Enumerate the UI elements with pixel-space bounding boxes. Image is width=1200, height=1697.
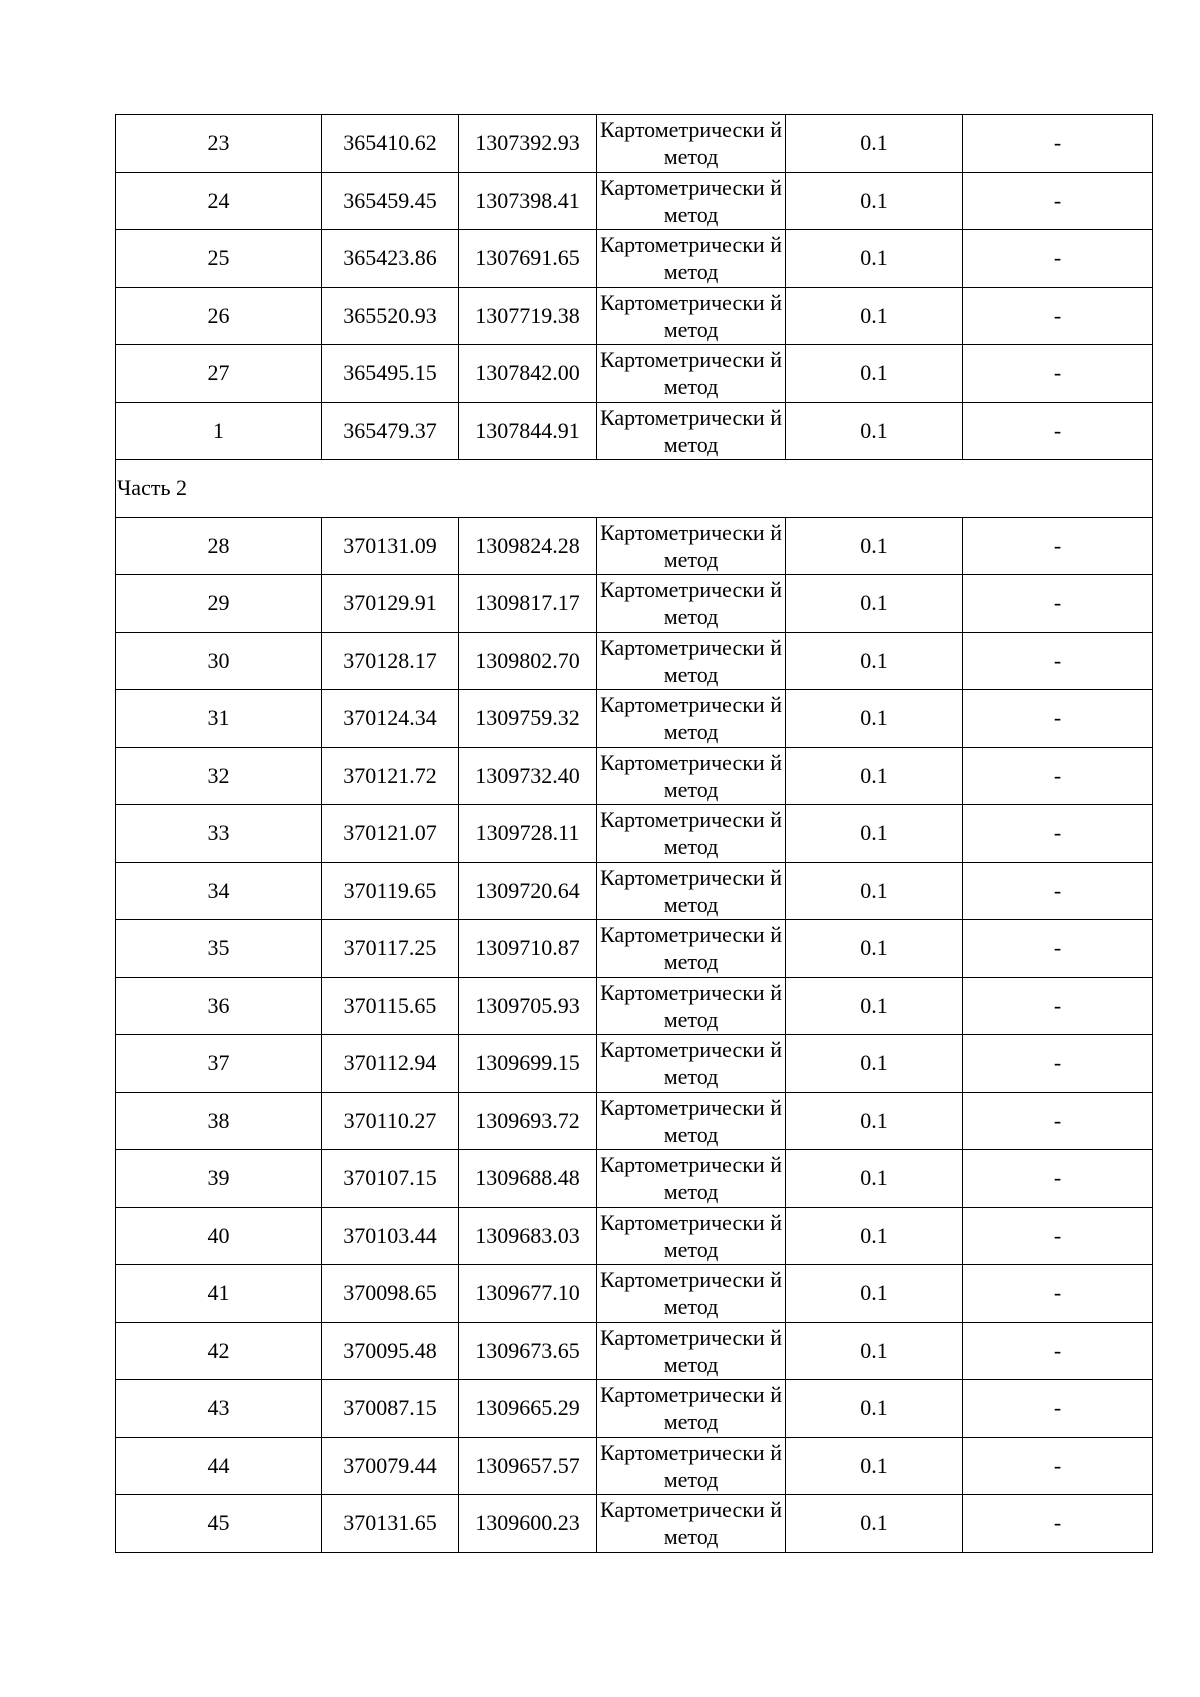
x-coordinate-cell: 370124.34 xyxy=(322,690,459,748)
accuracy-cell: 0.1 xyxy=(786,1380,963,1438)
accuracy-cell: 0.1 xyxy=(786,805,963,863)
table-row xyxy=(116,345,1153,403)
table-row xyxy=(116,1265,1153,1323)
table-row xyxy=(116,402,1153,460)
note-cell: - xyxy=(963,747,1153,805)
table-row xyxy=(116,862,1153,920)
accuracy-cell: 0.1 xyxy=(786,1150,963,1208)
x-coordinate-cell: 370117.25 xyxy=(322,920,459,978)
accuracy-cell: 0.1 xyxy=(786,115,963,173)
method-cell: Картометрически й метод xyxy=(597,977,786,1035)
accuracy-cell: 0.1 xyxy=(786,575,963,633)
method-cell: Картометрически й метод xyxy=(597,1207,786,1265)
y-coordinate-cell: 1309683.03 xyxy=(459,1207,597,1265)
x-coordinate-cell: 370107.15 xyxy=(322,1150,459,1208)
method-cell: Картометрически й метод xyxy=(597,287,786,345)
table-row xyxy=(116,1035,1153,1093)
y-coordinate-cell: 1307719.38 xyxy=(459,287,597,345)
note-cell: - xyxy=(963,1035,1153,1093)
accuracy-cell: 0.1 xyxy=(786,632,963,690)
point-number-cell: 25 xyxy=(116,230,322,288)
y-coordinate-cell: 1309824.28 xyxy=(459,517,597,575)
note-cell: - xyxy=(963,805,1153,863)
table-row xyxy=(116,1092,1153,1150)
method-cell: Картометрически й метод xyxy=(597,345,786,403)
accuracy-cell: 0.1 xyxy=(786,1322,963,1380)
point-number-cell: 27 xyxy=(116,345,322,403)
method-cell: Картометрически й метод xyxy=(597,1495,786,1553)
coordinates-table-body xyxy=(116,115,1153,1553)
method-cell: Картометрически й метод xyxy=(597,747,786,805)
x-coordinate-cell: 365479.37 xyxy=(322,402,459,460)
note-cell: - xyxy=(963,1322,1153,1380)
accuracy-cell: 0.1 xyxy=(786,287,963,345)
table-row xyxy=(116,1437,1153,1495)
method-cell: Картометрически й метод xyxy=(597,575,786,633)
x-coordinate-cell: 370079.44 xyxy=(322,1437,459,1495)
y-coordinate-cell: 1307392.93 xyxy=(459,115,597,173)
section-row xyxy=(116,460,1153,518)
y-coordinate-cell: 1307398.41 xyxy=(459,172,597,230)
table-row xyxy=(116,1322,1153,1380)
method-cell: Картометрически й метод xyxy=(597,632,786,690)
note-cell: - xyxy=(963,1495,1153,1553)
y-coordinate-cell: 1309677.10 xyxy=(459,1265,597,1323)
point-number-cell: 29 xyxy=(116,575,322,633)
x-coordinate-cell: 370131.09 xyxy=(322,517,459,575)
note-cell: - xyxy=(963,517,1153,575)
method-cell: Картометрически й метод xyxy=(597,230,786,288)
x-coordinate-cell: 370119.65 xyxy=(322,862,459,920)
accuracy-cell: 0.1 xyxy=(786,862,963,920)
method-cell: Картометрически й метод xyxy=(597,1380,786,1438)
point-number-cell: 42 xyxy=(116,1322,322,1380)
y-coordinate-cell: 1309693.72 xyxy=(459,1092,597,1150)
x-coordinate-cell: 370095.48 xyxy=(322,1322,459,1380)
x-coordinate-cell: 370115.65 xyxy=(322,977,459,1035)
table-row xyxy=(116,690,1153,748)
note-cell: - xyxy=(963,1092,1153,1150)
point-number-cell: 43 xyxy=(116,1380,322,1438)
table-row xyxy=(116,575,1153,633)
method-cell: Картометрически й метод xyxy=(597,862,786,920)
x-coordinate-cell: 365423.86 xyxy=(322,230,459,288)
accuracy-cell: 0.1 xyxy=(786,1265,963,1323)
accuracy-cell: 0.1 xyxy=(786,402,963,460)
method-cell: Картометрически й метод xyxy=(597,1035,786,1093)
point-number-cell: 1 xyxy=(116,402,322,460)
accuracy-cell: 0.1 xyxy=(786,977,963,1035)
point-number-cell: 39 xyxy=(116,1150,322,1208)
accuracy-cell: 0.1 xyxy=(786,690,963,748)
accuracy-cell: 0.1 xyxy=(786,747,963,805)
x-coordinate-cell: 365410.62 xyxy=(322,115,459,173)
y-coordinate-cell: 1309732.40 xyxy=(459,747,597,805)
method-cell: Картометрически й метод xyxy=(597,1322,786,1380)
table-row xyxy=(116,230,1153,288)
x-coordinate-cell: 365520.93 xyxy=(322,287,459,345)
point-number-cell: 41 xyxy=(116,1265,322,1323)
x-coordinate-cell: 370128.17 xyxy=(322,632,459,690)
point-number-cell: 24 xyxy=(116,172,322,230)
method-cell: Картометрически й метод xyxy=(597,1265,786,1323)
x-coordinate-cell: 370103.44 xyxy=(322,1207,459,1265)
x-coordinate-cell: 365459.45 xyxy=(322,172,459,230)
table-row xyxy=(116,172,1153,230)
table-row xyxy=(116,632,1153,690)
note-cell: - xyxy=(963,690,1153,748)
accuracy-cell: 0.1 xyxy=(786,1437,963,1495)
accuracy-cell: 0.1 xyxy=(786,517,963,575)
point-number-cell: 35 xyxy=(116,920,322,978)
note-cell: - xyxy=(963,115,1153,173)
point-number-cell: 34 xyxy=(116,862,322,920)
note-cell: - xyxy=(963,632,1153,690)
point-number-cell: 23 xyxy=(116,115,322,173)
table-row xyxy=(116,1495,1153,1553)
table-row xyxy=(116,287,1153,345)
x-coordinate-cell: 370129.91 xyxy=(322,575,459,633)
point-number-cell: 31 xyxy=(116,690,322,748)
accuracy-cell: 0.1 xyxy=(786,345,963,403)
table-row xyxy=(116,977,1153,1035)
accuracy-cell: 0.1 xyxy=(786,920,963,978)
y-coordinate-cell: 1309720.64 xyxy=(459,862,597,920)
x-coordinate-cell: 370110.27 xyxy=(322,1092,459,1150)
note-cell: - xyxy=(963,575,1153,633)
method-cell: Картометрически й метод xyxy=(597,402,786,460)
x-coordinate-cell: 370087.15 xyxy=(322,1380,459,1438)
method-cell: Картометрически й метод xyxy=(597,172,786,230)
point-number-cell: 33 xyxy=(116,805,322,863)
point-number-cell: 38 xyxy=(116,1092,322,1150)
note-cell: - xyxy=(963,402,1153,460)
point-number-cell: 30 xyxy=(116,632,322,690)
note-cell: - xyxy=(963,1207,1153,1265)
section-label: Часть 2 xyxy=(116,460,1153,518)
accuracy-cell: 0.1 xyxy=(786,1495,963,1553)
table-row xyxy=(116,1150,1153,1208)
point-number-cell: 36 xyxy=(116,977,322,1035)
point-number-cell: 37 xyxy=(116,1035,322,1093)
y-coordinate-cell: 1309688.48 xyxy=(459,1150,597,1208)
x-coordinate-cell: 370131.65 xyxy=(322,1495,459,1553)
method-cell: Картометрически й метод xyxy=(597,1092,786,1150)
accuracy-cell: 0.1 xyxy=(786,1207,963,1265)
y-coordinate-cell: 1309600.23 xyxy=(459,1495,597,1553)
note-cell: - xyxy=(963,862,1153,920)
method-cell: Картометрически й метод xyxy=(597,1437,786,1495)
note-cell: - xyxy=(963,1437,1153,1495)
method-cell: Картометрически й метод xyxy=(597,690,786,748)
note-cell: - xyxy=(963,1380,1153,1438)
table-row xyxy=(116,920,1153,978)
note-cell: - xyxy=(963,977,1153,1035)
point-number-cell: 44 xyxy=(116,1437,322,1495)
y-coordinate-cell: 1309759.32 xyxy=(459,690,597,748)
y-coordinate-cell: 1309817.17 xyxy=(459,575,597,633)
x-coordinate-cell: 365495.15 xyxy=(322,345,459,403)
y-coordinate-cell: 1309705.93 xyxy=(459,977,597,1035)
method-cell: Картометрически й метод xyxy=(597,517,786,575)
accuracy-cell: 0.1 xyxy=(786,230,963,288)
table-row xyxy=(116,517,1153,575)
point-number-cell: 26 xyxy=(116,287,322,345)
accuracy-cell: 0.1 xyxy=(786,172,963,230)
method-cell: Картометрически й метод xyxy=(597,920,786,978)
method-cell: Картометрически й метод xyxy=(597,805,786,863)
y-coordinate-cell: 1309665.29 xyxy=(459,1380,597,1438)
point-number-cell: 45 xyxy=(116,1495,322,1553)
table-row xyxy=(116,1207,1153,1265)
accuracy-cell: 0.1 xyxy=(786,1035,963,1093)
note-cell: - xyxy=(963,172,1153,230)
method-cell: Картометрически й метод xyxy=(597,1150,786,1208)
y-coordinate-cell: 1309728.11 xyxy=(459,805,597,863)
note-cell: - xyxy=(963,920,1153,978)
table-row xyxy=(116,1380,1153,1438)
y-coordinate-cell: 1309710.87 xyxy=(459,920,597,978)
method-cell: Картометрически й метод xyxy=(597,115,786,173)
accuracy-cell: 0.1 xyxy=(786,1092,963,1150)
y-coordinate-cell: 1307691.65 xyxy=(459,230,597,288)
x-coordinate-cell: 370121.07 xyxy=(322,805,459,863)
point-number-cell: 28 xyxy=(116,517,322,575)
note-cell: - xyxy=(963,230,1153,288)
note-cell: - xyxy=(963,345,1153,403)
y-coordinate-cell: 1309657.57 xyxy=(459,1437,597,1495)
note-cell: - xyxy=(963,1265,1153,1323)
point-number-cell: 40 xyxy=(116,1207,322,1265)
table-row xyxy=(116,805,1153,863)
x-coordinate-cell: 370098.65 xyxy=(322,1265,459,1323)
y-coordinate-cell: 1307842.00 xyxy=(459,345,597,403)
x-coordinate-cell: 370121.72 xyxy=(322,747,459,805)
y-coordinate-cell: 1307844.91 xyxy=(459,402,597,460)
y-coordinate-cell: 1309699.15 xyxy=(459,1035,597,1093)
y-coordinate-cell: 1309673.65 xyxy=(459,1322,597,1380)
note-cell: - xyxy=(963,287,1153,345)
point-number-cell: 32 xyxy=(116,747,322,805)
table-row xyxy=(116,747,1153,805)
table-row xyxy=(116,115,1153,173)
y-coordinate-cell: 1309802.70 xyxy=(459,632,597,690)
x-coordinate-cell: 370112.94 xyxy=(322,1035,459,1093)
note-cell: - xyxy=(963,1150,1153,1208)
coordinates-table xyxy=(115,114,1153,1553)
